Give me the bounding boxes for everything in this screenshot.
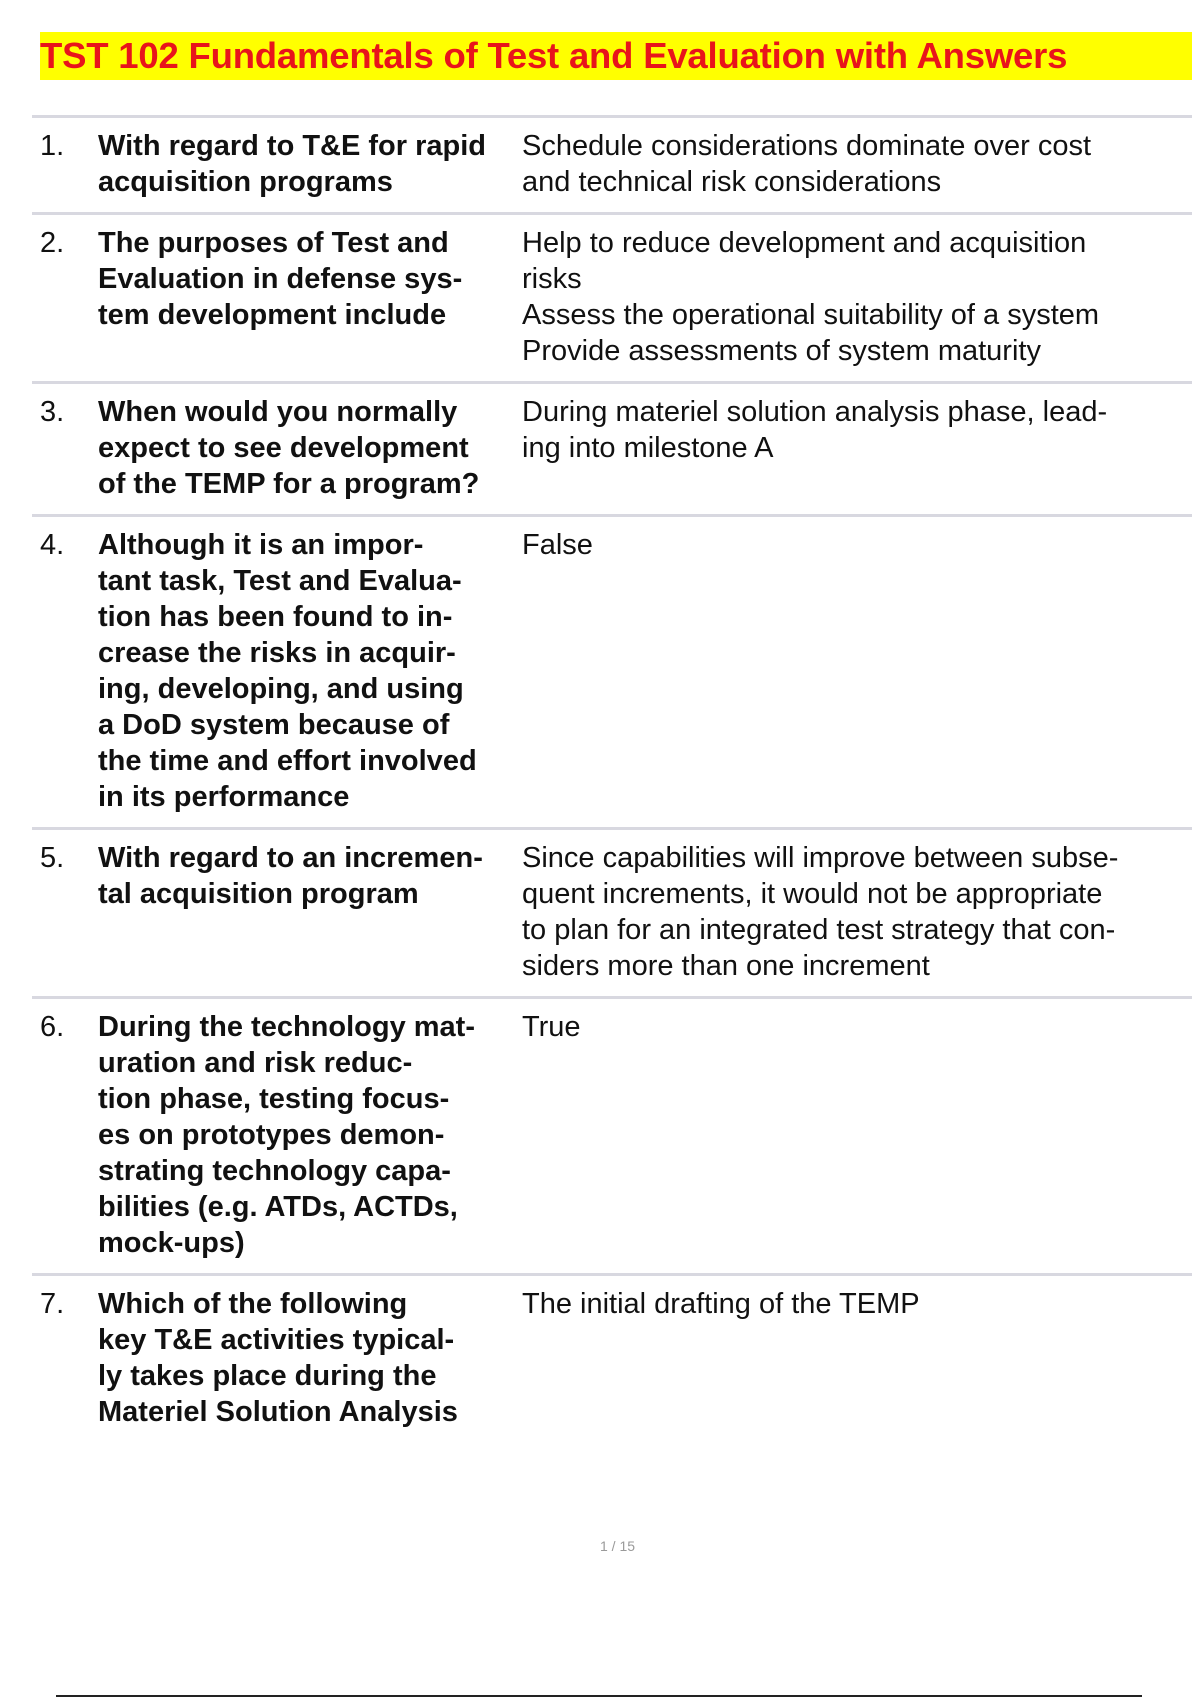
answer-line: and technical risk considerations (522, 166, 942, 198)
question-line: With regard to an incremen- (98, 842, 483, 874)
qa-row (32, 514, 1192, 827)
qa-row (32, 827, 1192, 996)
item-number: 3. (40, 396, 65, 428)
question-line: tion phase, testing focus- (98, 1083, 450, 1115)
page-indicator: 1 / 15 (599, 1538, 636, 1554)
question-line: With regard to T&E for rapid (98, 130, 487, 162)
question-line: crease the risks in acquir- (98, 637, 456, 669)
answer-line: siders more than one increment (522, 950, 930, 982)
item-number: 5. (40, 842, 65, 874)
question-line: tal acquisition program (98, 878, 419, 910)
answer-line: False (522, 529, 593, 561)
question-line: Although it is an impor- (98, 529, 424, 561)
question-line: The purposes of Test and (98, 227, 449, 259)
question-line: When would you normally (98, 396, 458, 428)
question-line: tant task, Test and Evalua- (98, 565, 462, 597)
question-line: ly takes place during the (98, 1360, 437, 1392)
question-line: acquisition programs (98, 166, 393, 198)
item-number: 4. (40, 529, 65, 561)
answer-text (522, 394, 1192, 502)
question-line: of the TEMP for a program? (98, 468, 480, 500)
answer-text (522, 225, 1192, 369)
question-line: tem development include (98, 299, 447, 331)
qa-row (32, 212, 1192, 381)
question-text (98, 1009, 522, 1261)
question-line: Which of the following (98, 1288, 408, 1320)
qa-row (32, 996, 1192, 1273)
question-line: mock-ups) (98, 1227, 245, 1259)
page-title: TST 102 Fundamentals of Test and Evaluation with Answers (40, 35, 1068, 76)
item-number: 6. (40, 1011, 65, 1043)
answer-line: Schedule considerations dominate over cost (522, 130, 1092, 162)
question-line: strating technology capa- (98, 1155, 451, 1187)
answer-line: True (522, 1011, 581, 1043)
answer-line: quent increments, it would not be appropriate (522, 878, 1103, 910)
question-line: key T&E activities typical- (98, 1324, 455, 1356)
question-line: Materiel Solution Analysis (98, 1396, 458, 1428)
question-line: During the technology mat- (98, 1011, 475, 1043)
answer-line: The initial drafting of the TEMP (522, 1288, 920, 1320)
answer-text (522, 128, 1192, 200)
question-line: uration and risk reduc- (98, 1047, 413, 1079)
answer-text (522, 1009, 1192, 1261)
answer-text (522, 1286, 1192, 1430)
question-text (98, 527, 522, 815)
question-line: bilities (e.g. ATDs, ACTDs, (98, 1191, 458, 1223)
answer-line: Provide assessments of system maturity (522, 335, 1041, 367)
qa-row (32, 381, 1192, 514)
answer-line: Help to reduce development and acquisition (522, 227, 1087, 259)
qa-list (32, 115, 1192, 1430)
question-line: tion has been found to in- (98, 601, 453, 633)
item-number: 1. (40, 130, 65, 162)
question-text (98, 1286, 522, 1430)
question-line: in its performance (98, 781, 350, 813)
answer-line: Assess the operational suitability of a system (522, 299, 1100, 331)
answer-text (522, 840, 1192, 984)
answer-line: ing into milestone A (522, 432, 774, 464)
title-highlight (40, 32, 1192, 80)
question-line: expect to see development (98, 432, 469, 464)
item-number: 2. (40, 227, 65, 259)
qa-row (32, 115, 1192, 212)
question-line: Evaluation in defense sys- (98, 263, 463, 295)
answer-line: Since capabilities will improve between subse- (522, 842, 1119, 874)
question-line: es on prototypes demon- (98, 1119, 445, 1151)
bottom-rule (56, 1695, 1142, 1697)
question-text (98, 225, 522, 369)
answer-line: risks (522, 263, 582, 295)
item-number: 7. (40, 1288, 65, 1320)
qa-row (32, 1273, 1192, 1430)
question-line: a DoD system because of (98, 709, 450, 741)
answer-text (522, 527, 1192, 815)
question-text (98, 128, 522, 200)
answer-line: to plan for an integrated test strategy that con- (522, 914, 1116, 946)
question-line: ing, developing, and using (98, 673, 464, 705)
question-text (98, 840, 522, 984)
question-line: the time and effort involved (98, 745, 477, 777)
answer-line: During materiel solution analysis phase, lead- (522, 396, 1108, 428)
question-text (98, 394, 522, 502)
